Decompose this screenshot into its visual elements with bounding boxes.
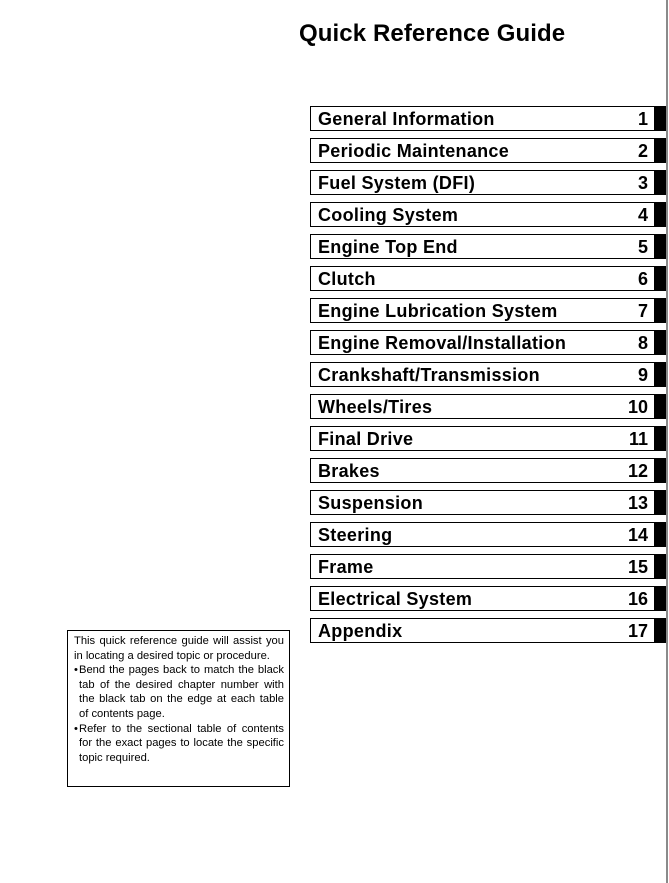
chapter-tab-marker: [654, 426, 666, 451]
toc-item-number: 6: [637, 269, 648, 289]
toc-item-number: 12: [627, 461, 648, 481]
chapter-tab-marker: [654, 458, 666, 483]
toc-item-label: Periodic Maintenance: [318, 141, 510, 161]
toc-item-number: 1: [637, 109, 648, 129]
toc-item-label: Brakes: [318, 461, 380, 481]
toc-item-label: Final Drive: [318, 429, 414, 449]
toc-item-number: 10: [627, 397, 648, 417]
toc-item-appendix[interactable]: [310, 618, 667, 643]
toc-item-box: [310, 298, 655, 323]
toc-item-box: [310, 106, 655, 131]
note-bullet: [74, 722, 284, 766]
toc-item-label: Frame: [318, 557, 374, 577]
toc-item-box: [310, 234, 655, 259]
toc-item-label: General Information: [318, 109, 495, 129]
toc-item-number: 17: [627, 621, 648, 641]
toc-item-box: [310, 458, 655, 483]
chapter-tab-marker: [654, 362, 666, 387]
toc-item-number: 9: [637, 365, 648, 385]
toc-item-label: Wheels/Tires: [318, 397, 433, 417]
toc-item-box: [310, 170, 655, 195]
toc-item-electrical-system[interactable]: [310, 586, 667, 611]
toc-item-number: 11: [628, 429, 648, 449]
chapter-tab-marker: [654, 586, 666, 611]
chapter-tab-marker: [654, 298, 666, 323]
toc-item-frame[interactable]: [310, 554, 667, 579]
toc-item-general-information[interactable]: [310, 106, 667, 131]
note-intro: This quick reference guide will assist you in locating a desired topic or procedure.: [74, 635, 284, 662]
chapter-tab-marker: [654, 554, 666, 579]
toc-item-box: [310, 138, 655, 163]
toc-item-brakes[interactable]: [310, 458, 667, 483]
toc-item-box: [310, 554, 655, 579]
toc-item-number: 15: [627, 557, 648, 577]
note-bullet: [74, 663, 284, 721]
toc-item-box: [310, 394, 655, 419]
toc-item-number: 7: [637, 301, 648, 321]
toc-item-box: [310, 618, 655, 643]
toc-item-label: Suspension: [318, 493, 424, 513]
toc-item-label: Engine Removal/Installation: [318, 333, 567, 353]
page-title: Quick Reference Guide: [299, 20, 566, 47]
toc-item-box: [310, 522, 655, 547]
toc-item-periodic-maintenance[interactable]: [310, 138, 667, 163]
toc-item-label: Cooling System: [318, 205, 459, 225]
toc-item-number: 13: [627, 493, 648, 513]
toc-item-label: Electrical System: [318, 589, 473, 609]
toc-item-crankshaft-transmission[interactable]: [310, 362, 667, 387]
toc-item-number: 4: [637, 205, 648, 225]
toc-item-number: 8: [637, 333, 648, 353]
toc-item-final-drive[interactable]: [310, 426, 667, 451]
chapter-tab-marker: [654, 170, 666, 195]
toc-item-suspension[interactable]: [310, 490, 667, 515]
toc-item-box: [310, 330, 655, 355]
toc-item-box: [310, 426, 655, 451]
toc-item-number: 2: [637, 141, 648, 161]
toc-item-box: [310, 362, 655, 387]
toc-item-fuel-system[interactable]: [310, 170, 667, 195]
chapter-tab-marker: [654, 234, 666, 259]
toc-item-label: Engine Lubrication System: [318, 301, 558, 321]
toc-item-steering[interactable]: [310, 522, 667, 547]
chapter-tab-marker: [654, 490, 666, 515]
bullet-dot-icon: •: [74, 664, 78, 677]
toc-item-label: Steering: [318, 525, 393, 545]
chapter-tab-marker: [654, 266, 666, 291]
toc-item-box: [310, 586, 655, 611]
toc-item-wheels-tires[interactable]: [310, 394, 667, 419]
toc-item-cooling-system[interactable]: [310, 202, 667, 227]
toc-item-number: 16: [627, 589, 648, 609]
toc-item-number: 3: [637, 173, 648, 193]
chapter-tab-marker: [654, 202, 666, 227]
note-bullet-text: Bend the pages back to match the black tab of the desired chapter number with the black tab on the edge at each table of contents page.: [79, 664, 284, 720]
toc-item-label: Clutch: [318, 269, 376, 289]
toc-item-label: Engine Top End: [318, 237, 458, 257]
chapter-tab-marker: [654, 330, 666, 355]
note-bullet-text: Refer to the sectional table of contents for the exact pages to locate the specific topic required.: [79, 722, 284, 764]
usage-note-box: [67, 630, 290, 787]
toc-item-label: Appendix: [318, 621, 403, 641]
toc-item-engine-removal-installation[interactable]: [310, 330, 667, 355]
chapter-tab-marker: [654, 394, 666, 419]
chapter-tab-marker: [654, 522, 666, 547]
bullet-dot-icon: •: [74, 722, 78, 735]
chapter-tab-marker: [654, 106, 666, 131]
toc-item-box: [310, 202, 655, 227]
toc-item-number: 14: [627, 525, 648, 545]
toc-item-clutch[interactable]: [310, 266, 667, 291]
toc-item-engine-top-end[interactable]: [310, 234, 667, 259]
chapter-tab-marker: [654, 618, 666, 643]
toc-item-engine-lubrication-system[interactable]: [310, 298, 667, 323]
chapter-tab-marker: [654, 138, 666, 163]
toc-item-box: [310, 490, 655, 515]
toc-item-label: Fuel System (DFI): [318, 173, 476, 193]
toc-item-number: 5: [637, 237, 648, 257]
toc-item-label: Crankshaft/Transmission: [318, 365, 540, 385]
toc-item-box: [310, 266, 655, 291]
